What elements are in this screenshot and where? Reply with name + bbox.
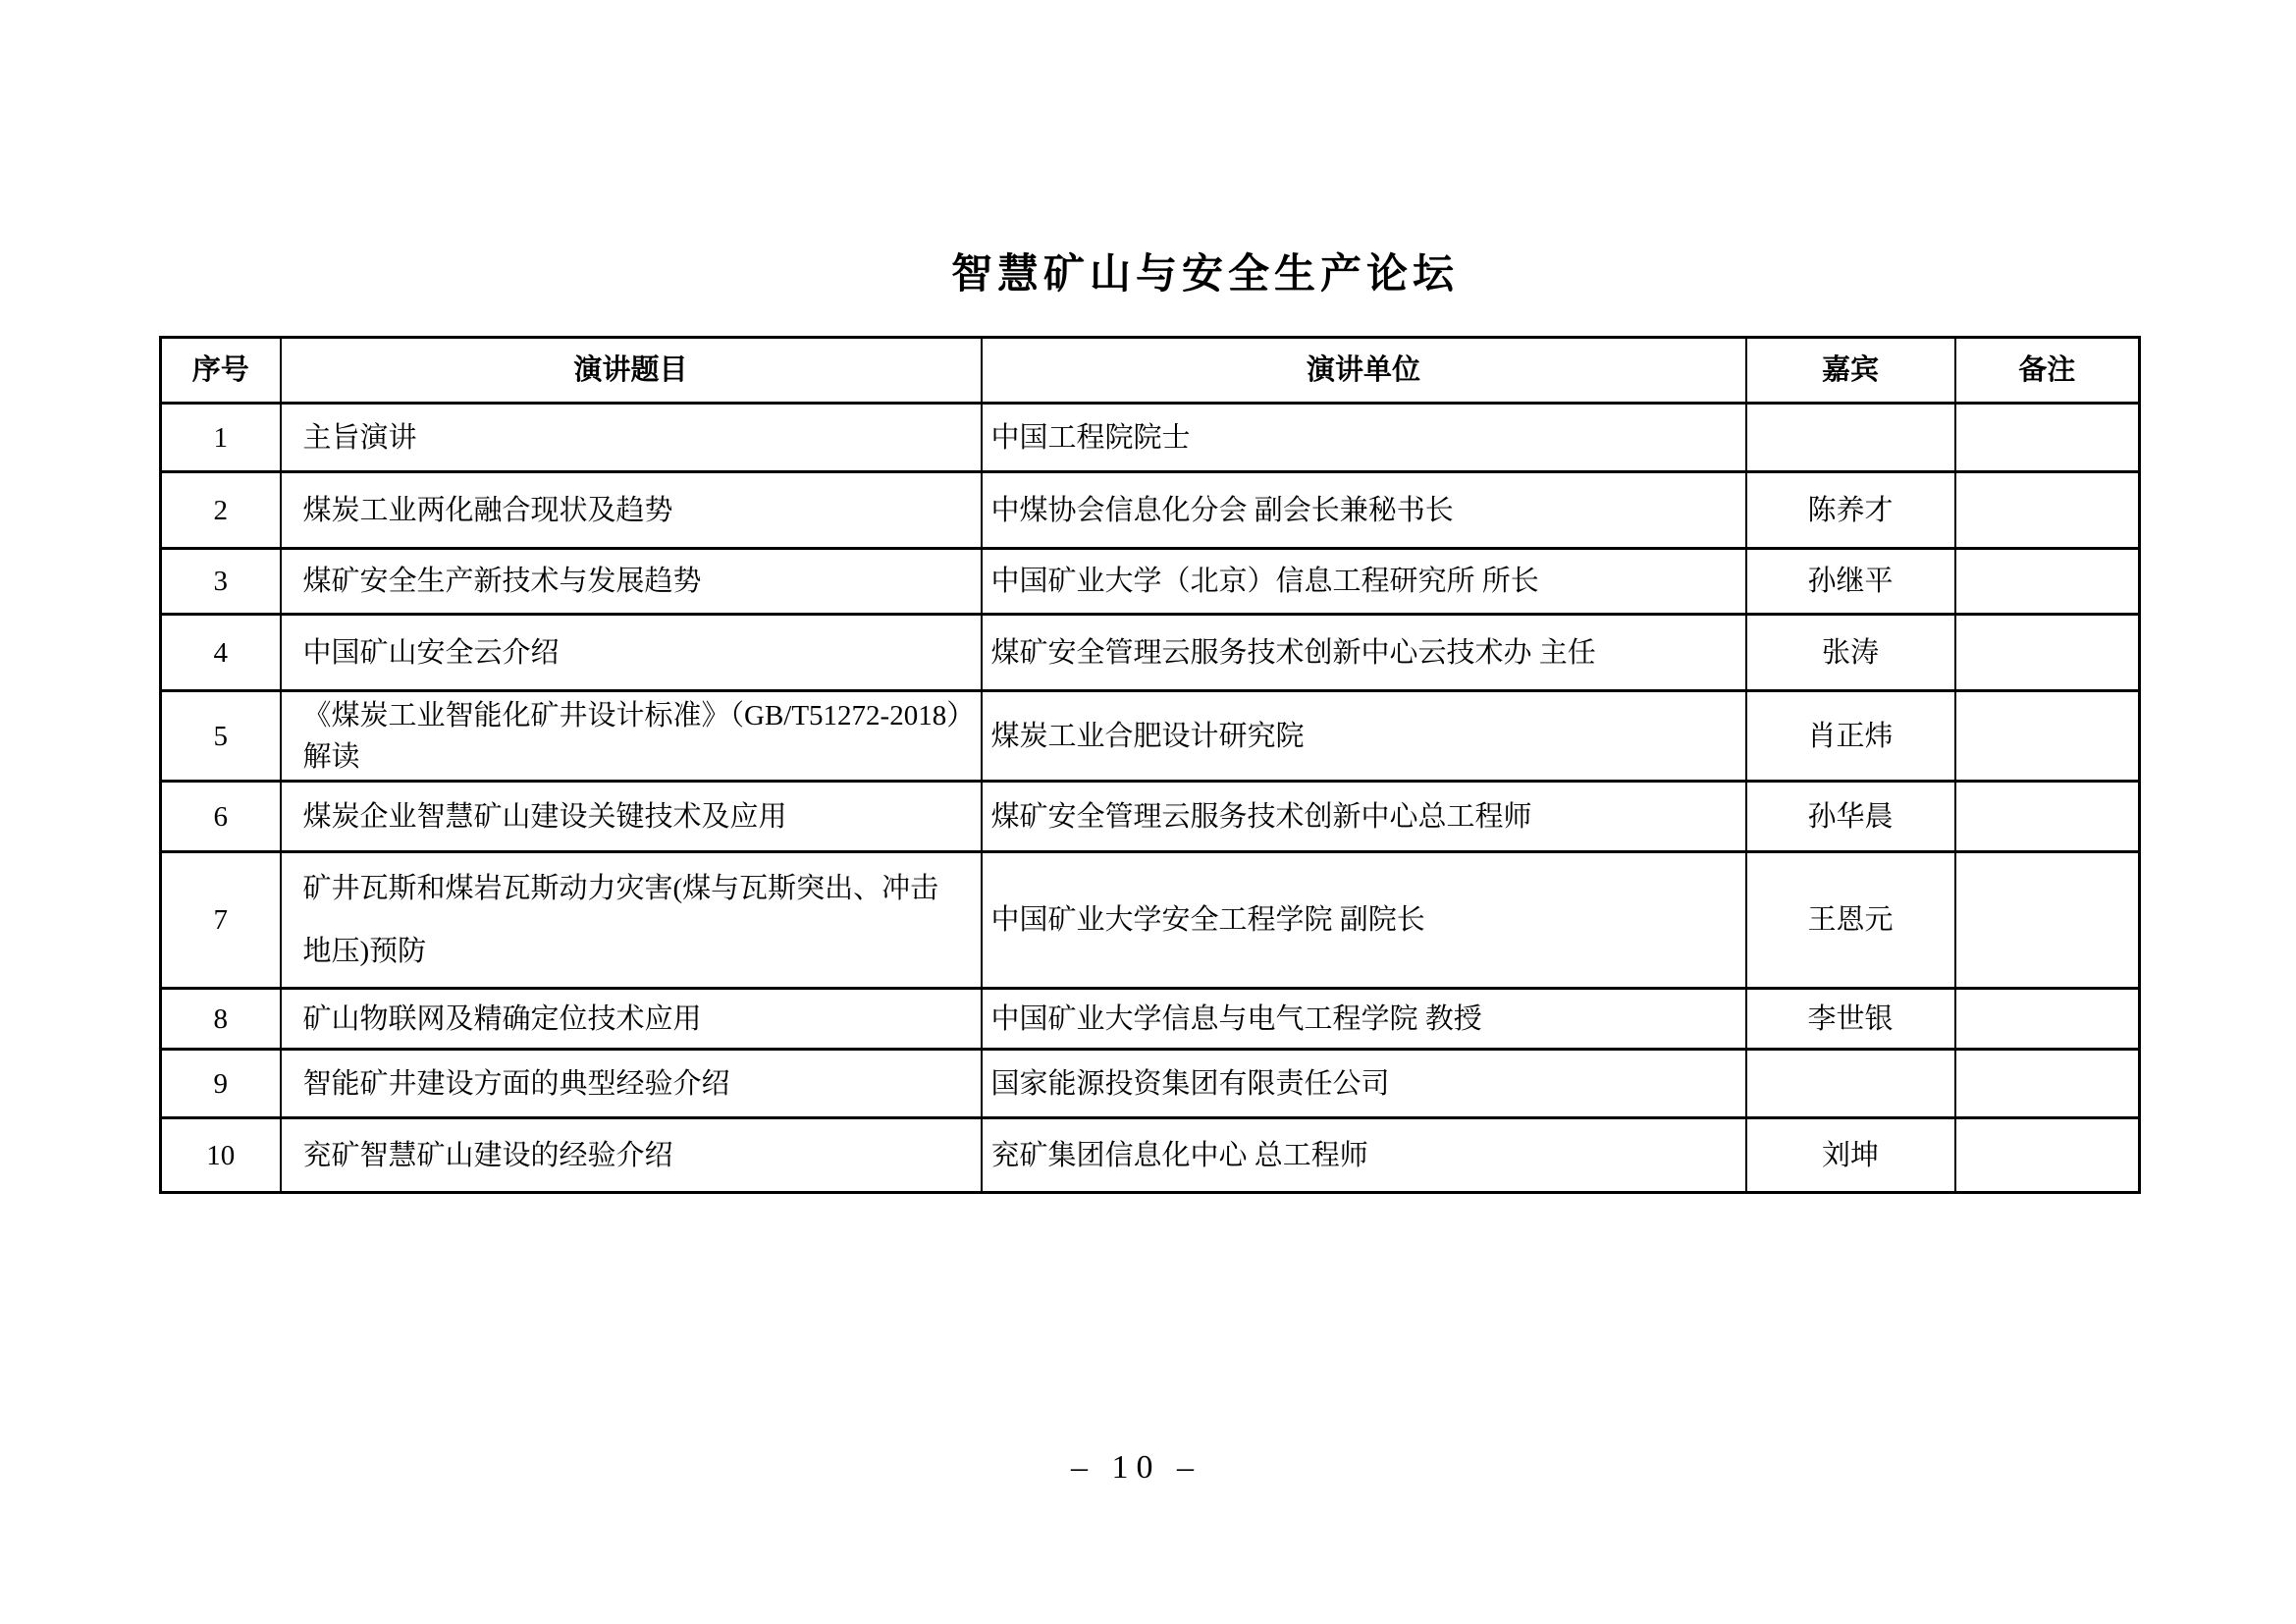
agenda-table-body (161, 404, 2140, 1193)
topic-cell: 矿井瓦斯和煤岩瓦斯动力灾害(煤与瓦斯突出、冲击地压)预防 (281, 852, 982, 989)
note-cell (1955, 691, 2140, 782)
topic-cell: 智能矿井建设方面的典型经验介绍 (281, 1050, 982, 1118)
guest-cell: 李世银 (1746, 989, 1955, 1050)
topic-cell: 中国矿山安全云介绍 (281, 615, 982, 691)
topic-cell: 矿山物联网及精确定位技术应用 (281, 989, 982, 1050)
guest-cell: 孙华晨 (1746, 782, 1955, 852)
table-row (161, 615, 2140, 691)
note-cell (1955, 549, 2140, 615)
topic-cell: 煤矿安全生产新技术与发展趋势 (281, 549, 982, 615)
guest-cell: 肖正炜 (1746, 691, 1955, 782)
page-number: – 10 – (1071, 1449, 1201, 1486)
guest-cell: 刘坤 (1746, 1118, 1955, 1193)
row-number-cell: 2 (161, 472, 281, 549)
note-cell (1955, 1118, 2140, 1193)
org-cell: 中煤协会信息化分会 副会长兼秘书长 (982, 472, 1746, 549)
forum-agenda-table (159, 336, 2141, 1194)
guest-cell (1746, 404, 1955, 472)
row-number-cell: 1 (161, 404, 281, 472)
table-row (161, 549, 2140, 615)
org-cell: 中国矿业大学安全工程学院 副院长 (982, 852, 1746, 989)
org-cell: 国家能源投资集团有限责任公司 (982, 1050, 1746, 1118)
topic-cell: 《煤炭工业智能化矿井设计标准》（GB/T51272-2018）解读 (281, 691, 982, 782)
guest-cell: 王恩元 (1746, 852, 1955, 989)
table-row (161, 691, 2140, 782)
guest-cell (1746, 1050, 1955, 1118)
table-header-row (161, 338, 2140, 404)
table-row (161, 1050, 2140, 1118)
column-header-topic: 演讲题目 (281, 338, 982, 404)
table-row (161, 989, 2140, 1050)
table-row (161, 852, 2140, 989)
row-number-cell: 9 (161, 1050, 281, 1118)
note-cell (1955, 852, 2140, 989)
column-header-guest: 嘉宾 (1746, 338, 1955, 404)
row-number-cell: 4 (161, 615, 281, 691)
topic-cell: 兖矿智慧矿山建设的经验介绍 (281, 1118, 982, 1193)
row-number-cell: 6 (161, 782, 281, 852)
note-cell (1955, 989, 2140, 1050)
page-title: 智慧矿山与安全生产论坛 (950, 252, 1459, 298)
row-number-cell: 8 (161, 989, 281, 1050)
org-cell: 中国矿业大学（北京）信息工程研究所 所长 (982, 549, 1746, 615)
note-cell (1955, 404, 2140, 472)
note-cell (1955, 1050, 2140, 1118)
note-cell (1955, 782, 2140, 852)
column-header-number: 序号 (161, 338, 281, 404)
topic-cell: 煤炭工业两化融合现状及趋势 (281, 472, 982, 549)
table-row (161, 1118, 2140, 1193)
note-cell (1955, 615, 2140, 691)
guest-cell: 陈养才 (1746, 472, 1955, 549)
guest-cell: 张涛 (1746, 615, 1955, 691)
row-number-cell: 5 (161, 691, 281, 782)
row-number-cell: 7 (161, 852, 281, 989)
org-cell: 煤矿安全管理云服务技术创新中心云技术办 主任 (982, 615, 1746, 691)
org-cell: 煤炭工业合肥设计研究院 (982, 691, 1746, 782)
table-row (161, 404, 2140, 472)
row-number-cell: 3 (161, 549, 281, 615)
row-number-cell: 10 (161, 1118, 281, 1193)
org-cell: 兖矿集团信息化中心 总工程师 (982, 1118, 1746, 1193)
org-cell: 煤矿安全管理云服务技术创新中心总工程师 (982, 782, 1746, 852)
topic-cell: 煤炭企业智慧矿山建设关键技术及应用 (281, 782, 982, 852)
table-row (161, 782, 2140, 852)
note-cell (1955, 472, 2140, 549)
column-header-org: 演讲单位 (982, 338, 1746, 404)
table-row (161, 472, 2140, 549)
column-header-note: 备注 (1955, 338, 2140, 404)
guest-cell: 孙继平 (1746, 549, 1955, 615)
org-cell: 中国矿业大学信息与电气工程学院 教授 (982, 989, 1746, 1050)
topic-cell: 主旨演讲 (281, 404, 982, 472)
org-cell: 中国工程院院士 (982, 404, 1746, 472)
